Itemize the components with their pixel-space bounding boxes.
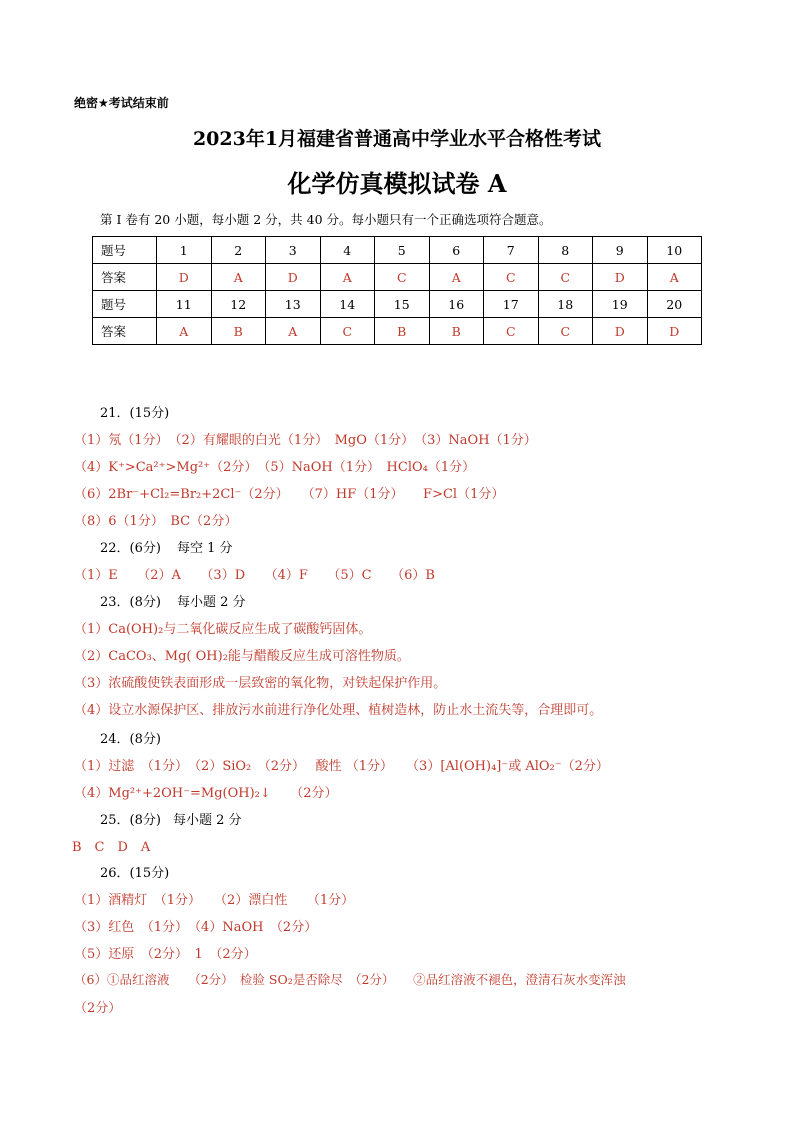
q26-line-5: （2分）	[74, 1001, 122, 1016]
q23-line-1: （1）Ca(OH)₂与二氧化碳反应生成了碳酸钙固体。	[74, 622, 372, 637]
q26-line-1: （1）酒精灯 （1分） （2）漂白性 （1分）	[74, 893, 355, 908]
question-number-cell: 13	[266, 291, 321, 318]
q21-line-1: （1）氖（1分） （2）有耀眼的白光（1分） MgO（1分） （3）NaOH（1分）	[74, 433, 537, 448]
answer-table	[92, 236, 702, 345]
q22-line-1: （1）E （2）A （3）D （4）F （5）C （6）B	[74, 568, 435, 583]
question-number-cell: 7	[484, 237, 539, 264]
answer-cell: C	[320, 318, 375, 345]
question-number-cell: 20	[647, 291, 702, 318]
q26-heading: 26．(15分)	[100, 866, 170, 881]
question-number-cell: 14	[320, 291, 375, 318]
q25-heading: 25．(8分) 每小题 2 分	[100, 813, 242, 828]
question-number-cell: 9	[593, 237, 648, 264]
question-number-cell: 6	[429, 237, 484, 264]
question-number-cell: 8	[538, 237, 593, 264]
question-number-cell: 17	[484, 291, 539, 318]
answer-cell: A	[211, 264, 266, 291]
answer-row	[93, 318, 702, 345]
answer-cell: C	[538, 318, 593, 345]
question-number-cell: 2	[211, 237, 266, 264]
row-label: 答案	[93, 264, 157, 291]
q26-line-4: （6）①品红溶液 （2分） 检验 SO₂是否除尽 （2分） ②品红溶液不褪色，澄清石灰水变浑浊	[74, 972, 626, 987]
answer-cell: D	[593, 264, 648, 291]
q25-note: 每小题 2 分	[172, 813, 242, 828]
answer-cell: A	[647, 264, 702, 291]
question-number-cell: 18	[538, 291, 593, 318]
answer-cell: C	[484, 264, 539, 291]
answer-cell: B	[211, 318, 266, 345]
q26-line-3: （5）还原 （2分） 1 （2分）	[74, 947, 257, 962]
answer-cell: B	[429, 318, 484, 345]
q24-line-2: （4）Mg²⁺+2OH⁻=Mg(OH)₂↓ （2分）	[74, 786, 338, 801]
answer-cell: C	[484, 318, 539, 345]
answer-cell: D	[266, 264, 321, 291]
question-row	[93, 291, 702, 318]
question-number-cell: 12	[211, 291, 266, 318]
row-label: 题号	[93, 291, 157, 318]
answer-cell: C	[538, 264, 593, 291]
exam-subtitle: 化学仿真模拟试卷 A	[287, 169, 507, 198]
q21-line-2: （4）K⁺>Ca²⁺>Mg²⁺（2分） （5）NaOH（1分） HClO₄（1分）	[74, 460, 476, 475]
question-number-cell: 4	[320, 237, 375, 264]
row-label: 题号	[93, 237, 157, 264]
question-number-cell: 10	[647, 237, 702, 264]
confidential-label: 绝密★考试结束前	[74, 96, 169, 110]
answer-cell: B	[375, 318, 430, 345]
answer-cell: C	[375, 264, 430, 291]
answer-cell: D	[647, 318, 702, 345]
q21-heading: 21．(15分)	[100, 406, 170, 421]
question-number-cell: 19	[593, 291, 648, 318]
question-number-cell: 16	[429, 291, 484, 318]
answer-cell: A	[157, 318, 212, 345]
q21-line-4: （8）6（1分） BC（2分）	[74, 514, 238, 529]
q23-line-2: （2）CaCO₃、Mg( OH)₂能与醋酸反应生成可溶性物质。	[74, 649, 410, 664]
q22-heading: 22．(6分) 每空 1 分	[100, 541, 233, 556]
q26-line-2: （3）红色 （1分） （4）NaOH （2分）	[74, 920, 318, 935]
instruction-text: 第 I 卷有 20 小题，每小题 2 分，共 40 分。每小题只有一个正确选项符合题意。	[100, 212, 552, 227]
q23-heading: 23．(8分) 每小题 2 分	[100, 595, 246, 610]
q23-note: 每小题 2 分	[176, 595, 246, 610]
q23-line-3: （3）浓硫酸使铁表面形成一层致密的氧化物，对铁起保护作用。	[74, 676, 447, 691]
question-number-cell: 15	[375, 291, 430, 318]
question-number-cell: 5	[375, 237, 430, 264]
q22-note: 每空 1 分	[176, 541, 233, 556]
question-number-cell: 1	[157, 237, 212, 264]
answer-cell: D	[157, 264, 212, 291]
q24-line-1: （1）过滤 （1分） （2）SiO₂ （2分） 酸性 （1分） （3）[Al(OH)₄]⁻或 AlO₂⁻（2分）	[74, 759, 609, 774]
q21-line-3: （6）2Br⁻+Cl₂=Br₂+2Cl⁻（2分） （7）HF（1分） F>Cl（1分）	[74, 487, 505, 502]
q24-heading: 24．(8分)	[100, 732, 161, 747]
question-number-cell: 3	[266, 237, 321, 264]
answer-cell: A	[266, 318, 321, 345]
question-number-cell: 11	[157, 291, 212, 318]
row-label: 答案	[93, 318, 157, 345]
answer-cell: A	[320, 264, 375, 291]
q25-line-1: B C D A	[72, 840, 151, 855]
answer-row	[93, 264, 702, 291]
answer-cell: A	[429, 264, 484, 291]
answer-cell: D	[593, 318, 648, 345]
question-row	[93, 237, 702, 264]
exam-title: 2023年1月福建省普通高中学业水平合格性考试	[192, 128, 602, 150]
q23-line-4: （4）设立水源保护区、排放污水前进行净化处理、植树造林，防止水土流失等，合理即可。	[74, 703, 603, 718]
